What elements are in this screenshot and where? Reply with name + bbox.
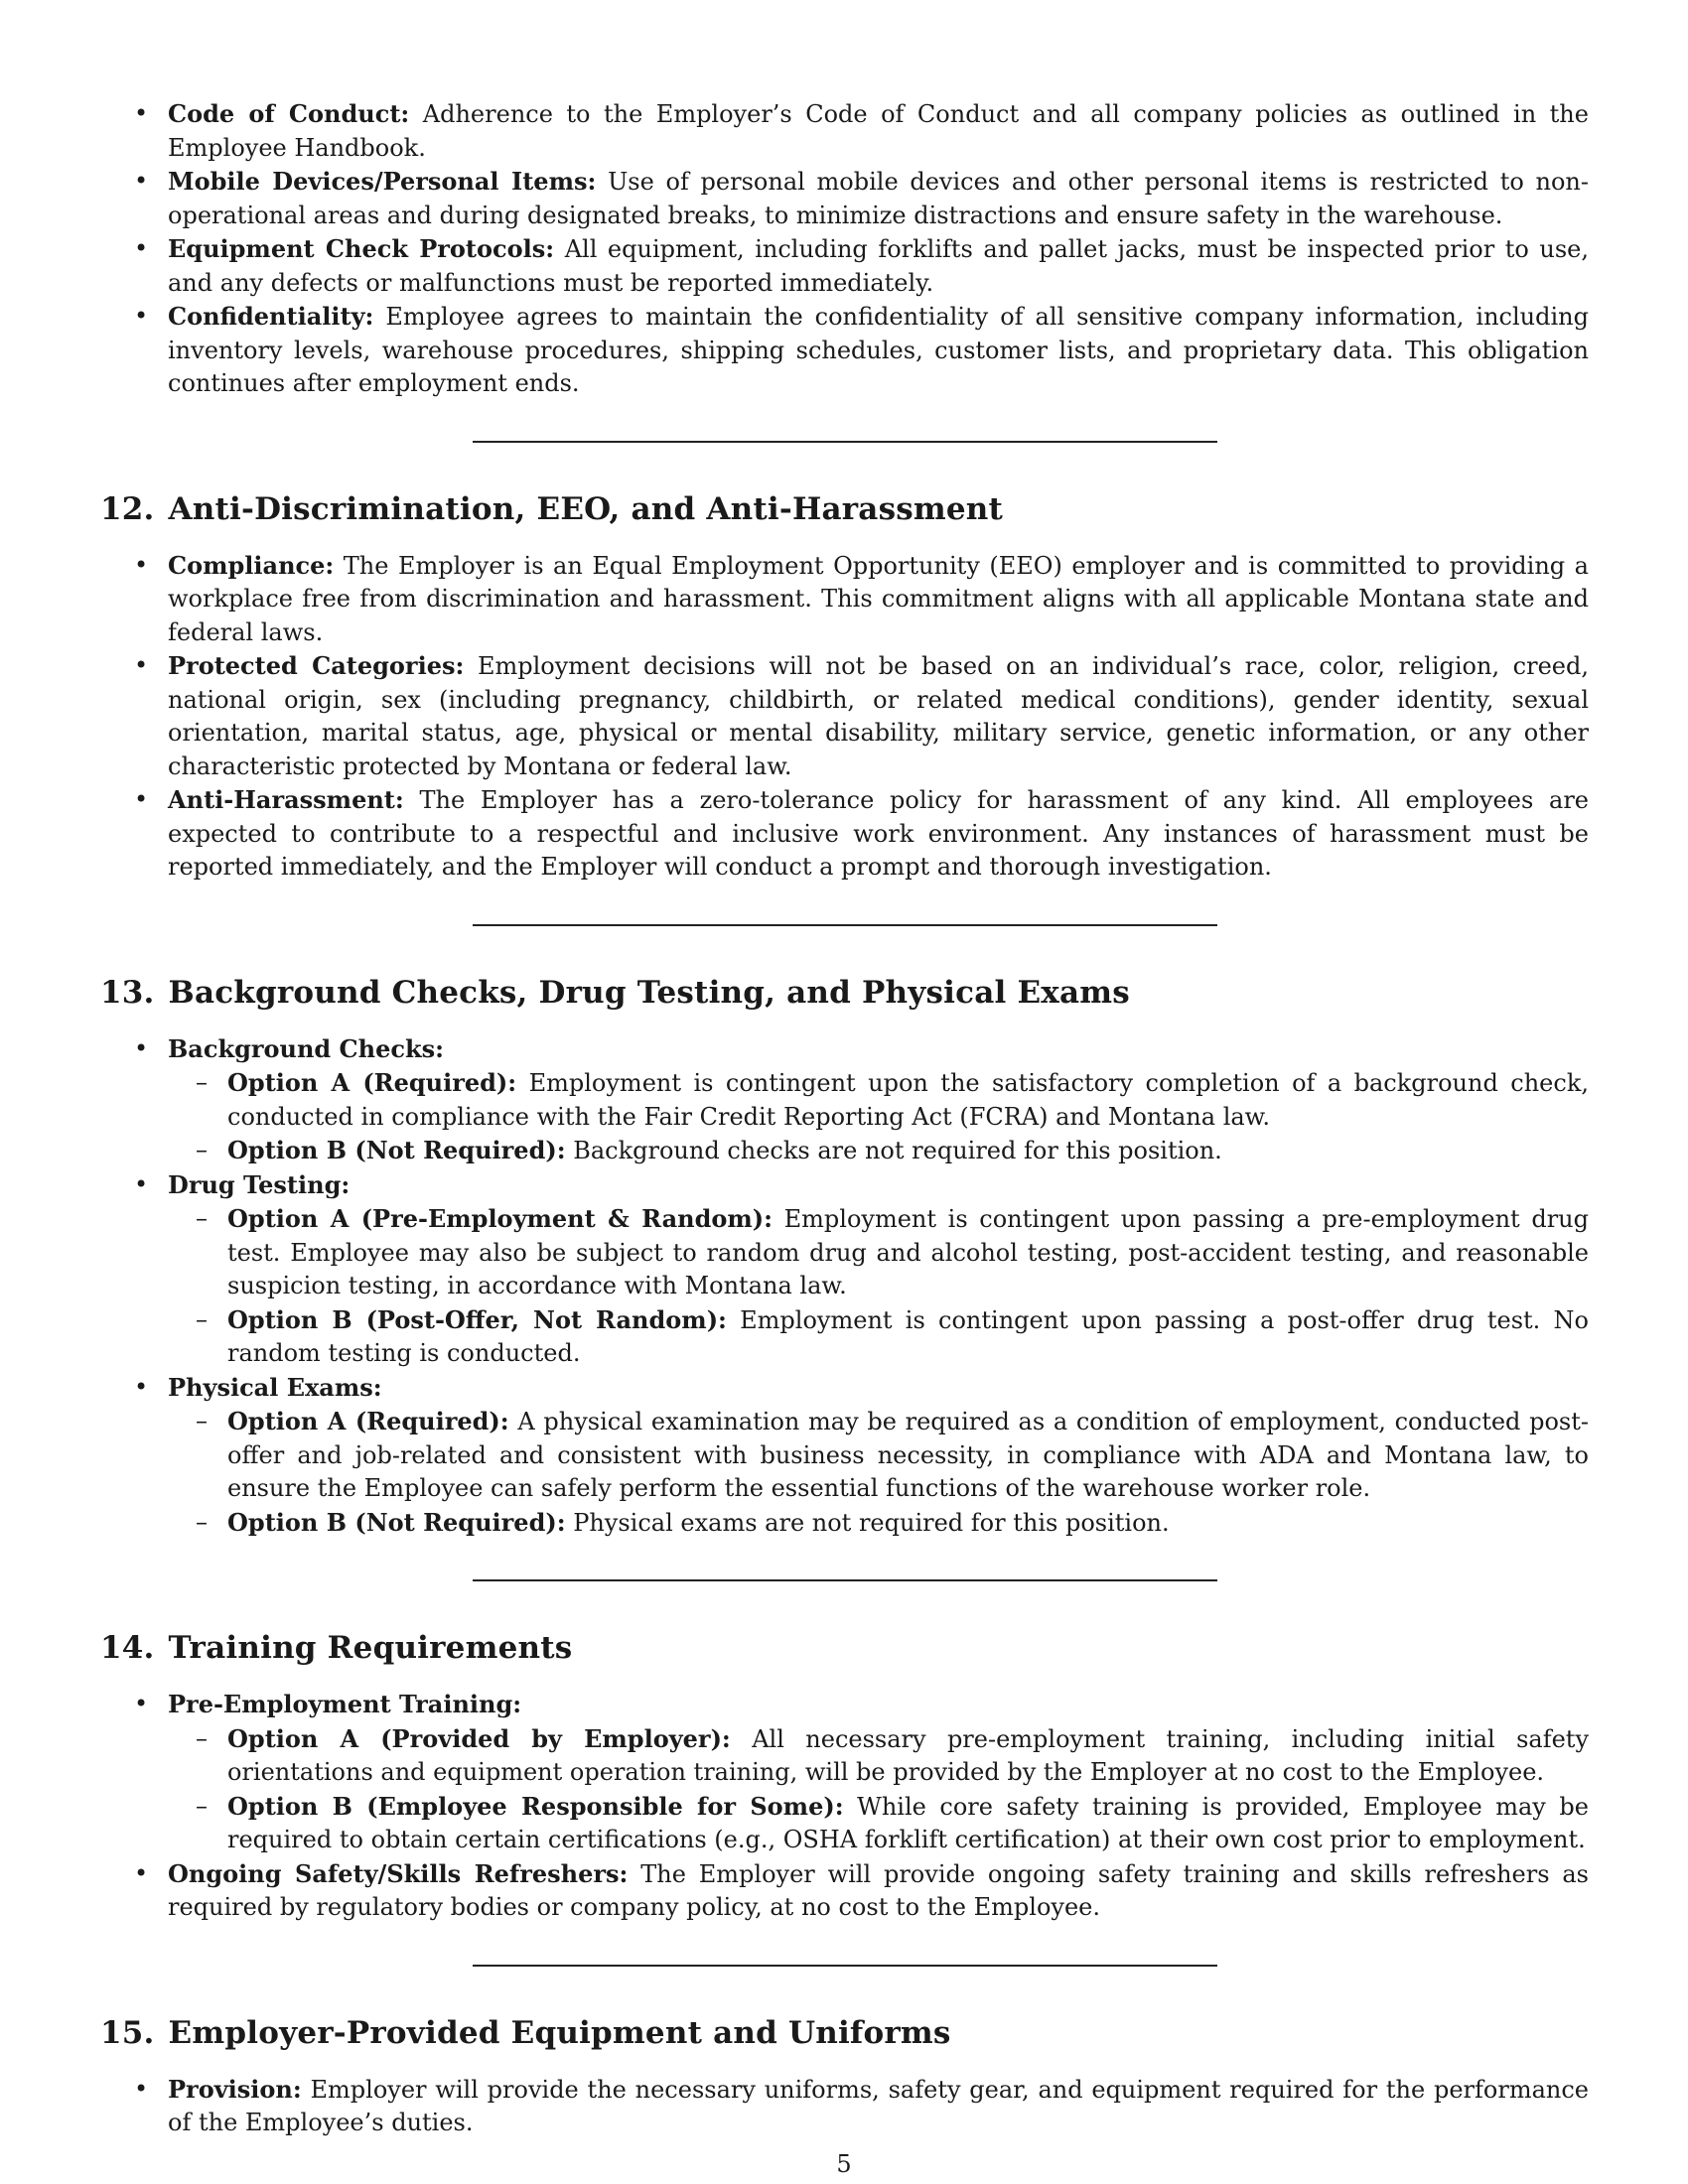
item-label: Drug Testing: xyxy=(168,1169,351,1199)
item-label: Anti-Harassment: xyxy=(168,785,404,814)
list-item xyxy=(100,300,1589,401)
item-text: Employer will provide the necessary uniforms, safety gear, and equipment required for the performance of the Employee’s duties. xyxy=(168,2075,1589,2136)
section-13-list xyxy=(100,1032,1589,1541)
item-label: Provision: xyxy=(168,2074,302,2104)
item-text: The Employer has a zero-tolerance policy for harassment of any kind. All employees are expected to contribute to a respectful and inclusive work environment. Any instances of harassment must be reported immediately, and the Employer will conduct a prompt and thorough investigation. xyxy=(168,786,1589,881)
section-15-list xyxy=(100,2073,1589,2140)
item-text: Adherence to the Employer’s Code of Conduct and all company policies as outlined in the Employee Handbook. xyxy=(168,100,1589,162)
item-text: All equipment, including forklifts and pallet jacks, must be inspected prior to use, and any defects or malfunctions must be reported immediately. xyxy=(168,235,1589,297)
dash-icon: – xyxy=(196,1204,208,1232)
section-14-list xyxy=(100,1688,1589,1925)
option-list xyxy=(168,1722,1589,1857)
option-item xyxy=(168,1303,1589,1371)
item-label: Pre-Employment Training: xyxy=(168,1690,522,1718)
option-text: A physical examination may be required as a condition of employment, conducted post-offer and job-related and consistent with business necessity, in compliance with ADA and Montana law, to ensure the Employee can safely perform the essential functions of the warehouse worker role. xyxy=(227,1408,1589,1502)
option-list xyxy=(168,1405,1589,1540)
list-item xyxy=(100,2073,1589,2140)
option-text: Background checks are not required for this position. xyxy=(573,1137,1222,1164)
bullet-icon: • xyxy=(134,2074,149,2103)
item-label: Code of Conduct: xyxy=(168,99,410,128)
bullet-icon: • xyxy=(134,167,149,195)
bullet-icon: • xyxy=(134,302,149,330)
bullet-icon: • xyxy=(134,550,149,579)
option-item xyxy=(168,1134,1589,1168)
option-text: Physical exams are not required for this position. xyxy=(573,1508,1170,1537)
option-label: Option B (Employee Responsible for Some): xyxy=(227,1791,844,1821)
section-title: Background Checks, Drug Testing, and Physical Exams xyxy=(168,974,1130,1011)
option-text: While core safety training is provided, Employee may be required to obtain certain certifications (e.g., OSHA forklift certification) at their own cost prior to employment. xyxy=(227,1792,1589,1853)
list-item xyxy=(100,1857,1589,1925)
option-label: Option A (Provided by Employer): xyxy=(227,1723,731,1753)
list-item xyxy=(100,232,1589,300)
section-heading-13 xyxy=(100,973,1589,1013)
section-divider xyxy=(473,1965,1217,1967)
item-label: Physical Exams: xyxy=(168,1372,382,1402)
section-divider xyxy=(473,441,1217,443)
bullet-icon: • xyxy=(134,1690,149,1717)
dash-icon: – xyxy=(196,1068,208,1096)
item-label: Mobile Devices/Personal Items: xyxy=(168,167,597,196)
option-item xyxy=(168,1066,1589,1134)
option-label: Option A (Required): xyxy=(227,1407,509,1435)
item-label: Ongoing Safety/Skills Refreshers: xyxy=(168,1858,629,1888)
option-text: Employment is contingent upon the satisfactory completion of a background check, conducted in compliance with the Fair Credit Reporting Act (FCRA) and Montana law. xyxy=(227,1069,1589,1131)
section-divider xyxy=(473,1579,1217,1581)
list-item xyxy=(100,165,1589,232)
section-number: 12. xyxy=(100,490,155,527)
option-item xyxy=(168,1405,1589,1506)
section-title: Employer-Provided Equipment and Uniforms xyxy=(168,2014,951,2051)
bullet-icon: • xyxy=(134,1372,149,1401)
item-label: Confidentiality: xyxy=(168,302,374,331)
item-text: The Employer is an Equal Employment Opportunity (EEO) employer and is committed to providing a workplace free from discrimination and harassment. This commitment aligns with all applicable Montana state and federal laws. xyxy=(168,551,1589,646)
item-text: Employee agrees to maintain the confidentiality of all sensitive company information, including inventory levels, warehouse procedures, shipping schedules, customer lists, and proprietary data. This obligation continues after employment ends. xyxy=(168,303,1589,397)
bullet-icon: • xyxy=(134,99,149,127)
bullet-icon: • xyxy=(134,1858,149,1887)
document-page xyxy=(100,97,1589,2140)
bullet-icon: • xyxy=(134,1169,149,1198)
item-label: Background Checks: xyxy=(168,1033,444,1063)
option-list xyxy=(168,1202,1589,1371)
section-heading-14 xyxy=(100,1628,1589,1668)
dash-icon: – xyxy=(196,1723,208,1752)
section-12-list xyxy=(100,549,1589,885)
dash-icon: – xyxy=(196,1507,208,1536)
section-title: Training Requirements xyxy=(168,1630,573,1666)
option-text: All necessary pre-employment training, including initial safety orientations and equipment operation training, will be provided by the Employer at no cost to the Employee. xyxy=(227,1724,1590,1786)
item-label: Compliance: xyxy=(168,550,335,580)
list-item xyxy=(100,1032,1589,1168)
list-item xyxy=(100,97,1589,165)
section-number: 13. xyxy=(100,974,155,1011)
option-label: Option A (Pre-Employment & Random): xyxy=(227,1204,773,1233)
dash-icon: – xyxy=(196,1136,208,1163)
list-item xyxy=(100,549,1589,650)
section-heading-12 xyxy=(100,489,1589,529)
option-text: Employment is contingent upon passing a pre-employment drug test. Employee may also be subject to random drug and alcohol testing, post-accident testing, and reasonable suspicion testing, in accordance with Montana law. xyxy=(227,1205,1589,1299)
bullet-icon: • xyxy=(134,1033,149,1062)
section-divider xyxy=(473,924,1217,926)
option-list xyxy=(168,1066,1589,1168)
option-item xyxy=(168,1790,1589,1857)
bullet-icon: • xyxy=(134,785,149,813)
intro-list xyxy=(100,97,1589,401)
option-label: Option B (Post-Offer, Not Random): xyxy=(227,1304,727,1334)
item-label: Equipment Check Protocols: xyxy=(168,234,555,263)
dash-icon: – xyxy=(196,1304,208,1333)
list-item xyxy=(100,1168,1589,1371)
item-text: Use of personal mobile devices and other personal items is restricted to non-operational areas and during designated breaks, to minimize distractions and ensure safety in the warehouse. xyxy=(168,168,1589,229)
option-label: Option A (Required): xyxy=(227,1068,517,1097)
option-text: Employment is contingent upon passing a post-offer drug test. No random testing is conducted. xyxy=(227,1305,1589,1367)
dash-icon: – xyxy=(196,1791,208,1820)
bullet-icon: • xyxy=(134,651,149,679)
option-item xyxy=(168,1722,1589,1790)
dash-icon: – xyxy=(196,1407,208,1434)
item-text: Employment decisions will not be based on an individual’s race, color, religion, creed, national origin, sex (including pregnancy, childbirth, or related medical conditions), gender identity, sexual orientation, marital status, age, physical or mental disability, military service, genetic information, or any other characteristic protected by Montana or federal law. xyxy=(168,652,1589,780)
item-text: The Employer will provide ongoing safety training and skills refreshers as required by regulatory bodies or company policy, at no cost to the Employee. xyxy=(168,1859,1589,1921)
page-number: 5 xyxy=(836,2150,852,2178)
section-number: 15. xyxy=(100,2014,155,2051)
section-heading-15 xyxy=(100,2013,1589,2053)
bullet-icon: • xyxy=(134,234,149,262)
option-label: Option B (Not Required): xyxy=(227,1507,566,1537)
section-title: Anti-Discrimination, EEO, and Anti-Harassment xyxy=(168,490,1004,527)
item-label: Protected Categories: xyxy=(168,651,465,680)
list-item xyxy=(100,783,1589,885)
list-item xyxy=(100,1688,1589,1857)
list-item xyxy=(100,649,1589,783)
option-item xyxy=(168,1506,1589,1541)
section-number: 14. xyxy=(100,1630,155,1666)
list-item xyxy=(100,1371,1589,1541)
option-item xyxy=(168,1202,1589,1303)
option-label: Option B (Not Required): xyxy=(227,1136,566,1164)
